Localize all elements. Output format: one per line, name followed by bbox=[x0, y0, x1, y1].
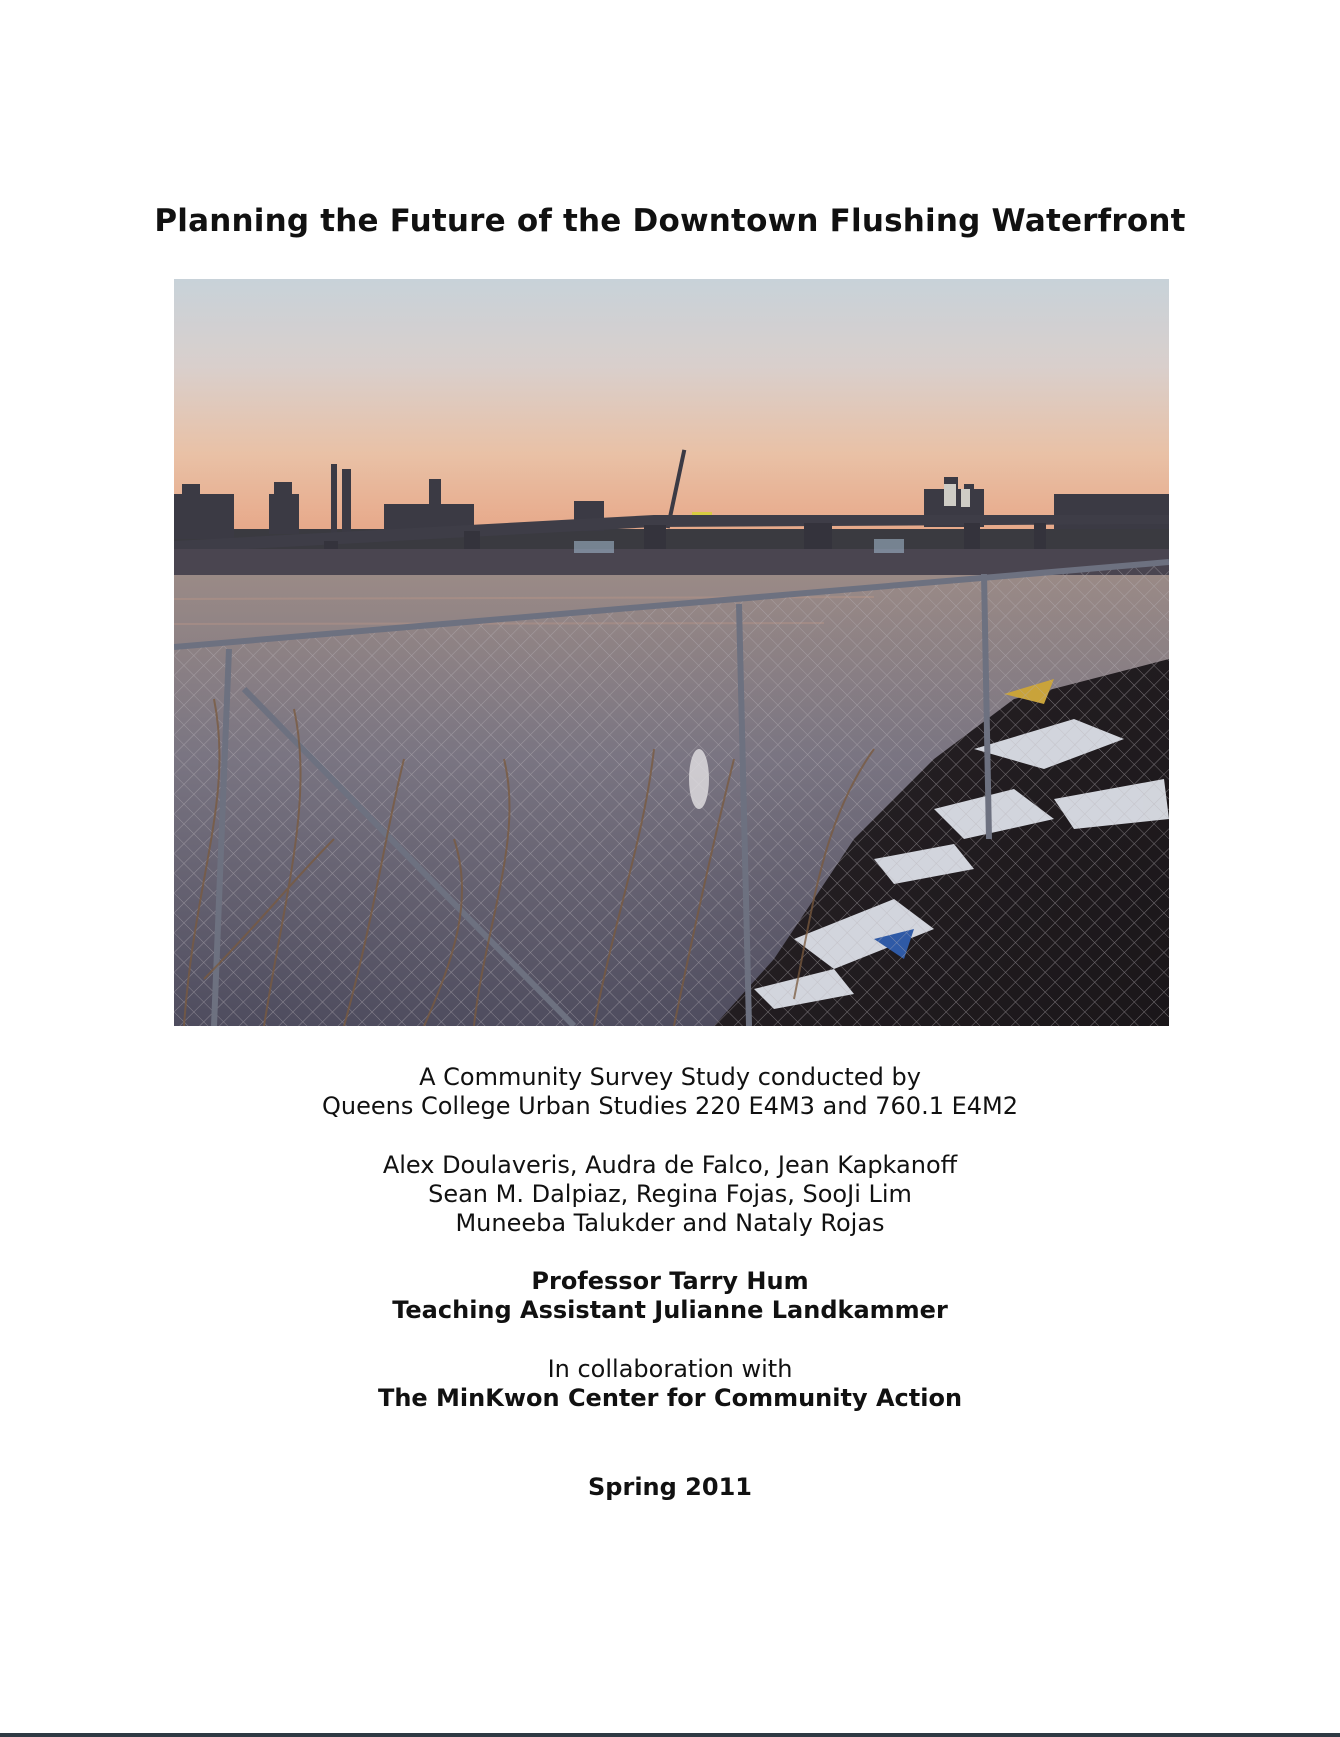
teaching-assistant-name: Teaching Assistant Julianne Landkammer bbox=[392, 1296, 948, 1324]
cover-photo bbox=[174, 279, 1169, 1026]
authors-line-1: Alex Doulaveris, Audra de Falco, Jean Kapkanoff bbox=[382, 1151, 958, 1179]
collaboration-partner: The MinKwon Center for Community Action bbox=[377, 1384, 963, 1412]
waterfront-photo-illustration bbox=[174, 279, 1169, 1026]
subtitle-line-1: A Community Survey Study conducted by bbox=[419, 1063, 921, 1091]
collaboration-intro: In collaboration with bbox=[547, 1355, 793, 1383]
subtitle-line-2: Queens College Urban Studies 220 E4M3 and 760.1 E4M2 bbox=[321, 1092, 1019, 1120]
authors-line-3: Muneeba Talukder and Nataly Rojas bbox=[455, 1209, 885, 1237]
page-bottom-edge bbox=[0, 1733, 1340, 1737]
page-title: Planning the Future of the Downtown Flushing Waterfront bbox=[154, 203, 1186, 239]
publication-date: Spring 2011 bbox=[588, 1473, 752, 1501]
professor-name: Professor Tarry Hum bbox=[531, 1267, 809, 1295]
authors-line-2: Sean M. Dalpiaz, Regina Fojas, SooJi Lim bbox=[428, 1180, 912, 1208]
